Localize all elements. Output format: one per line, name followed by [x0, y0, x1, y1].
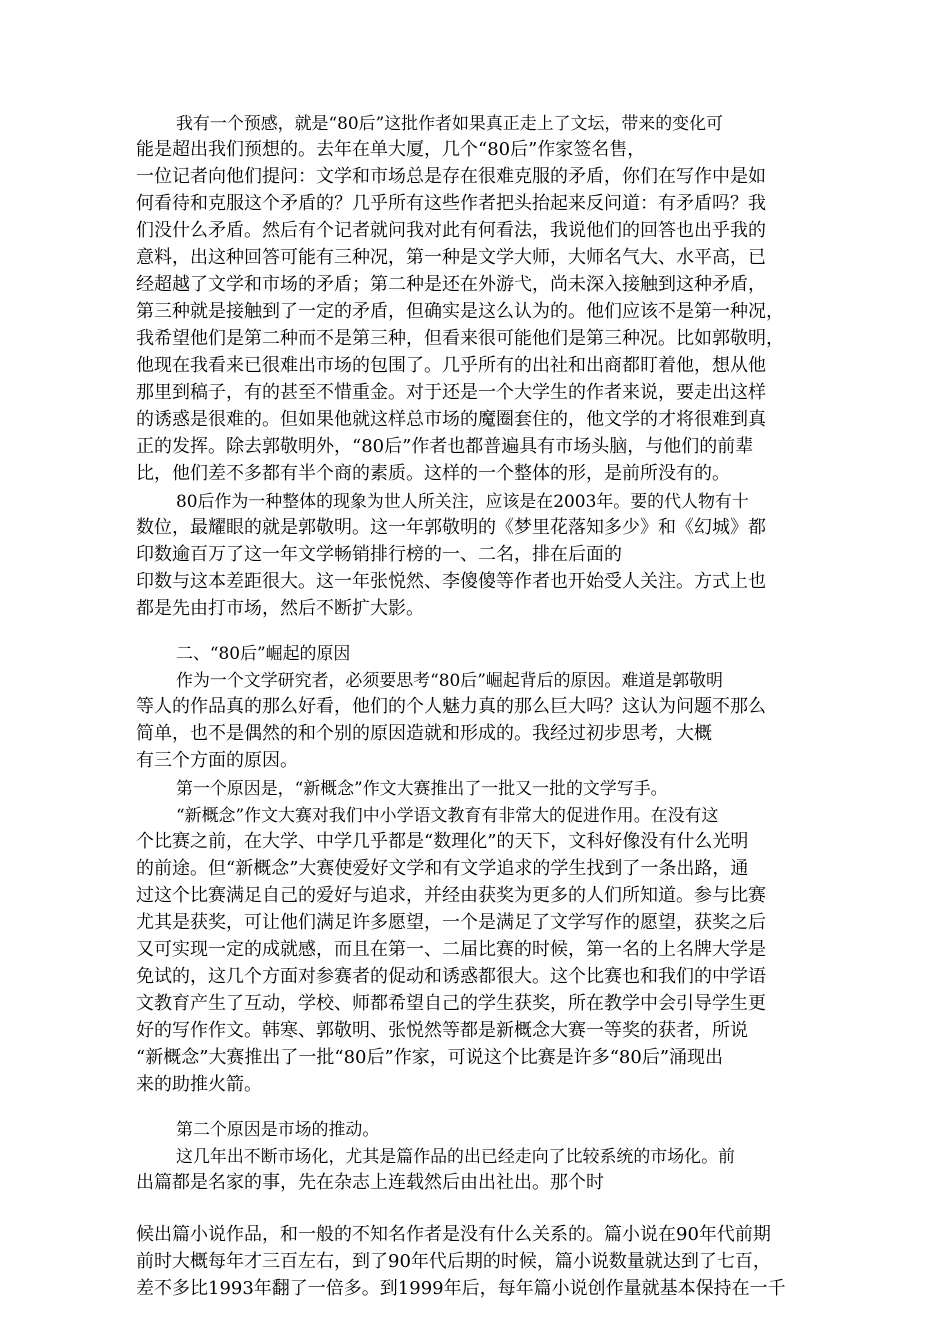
- paragraph-line: 都是先由打市场，然后不断扩大影。: [136, 598, 424, 619]
- paragraph-line: 印数逾百万了这一年文学畅销排行榜的一、二名，排在后面的: [136, 544, 622, 565]
- paragraph-line: 正的发挥。除去郭敬明外，“80后”作者也都普遍具有市场头脑，与他们的前辈: [136, 436, 754, 457]
- paragraph-line: “新概念”大赛推出了一批“80后”作家，可说这个比赛是许多“80后”涌现出: [136, 1047, 724, 1068]
- paragraph-line: 免试的，这几个方面对参赛者的促动和诱惑都很大。这个比赛也和我们的中学语: [136, 966, 766, 987]
- paragraph-line: 他现在我看来已很难出市场的包围了。几乎所有的出社和出商都盯着他，想从他: [136, 355, 766, 376]
- paragraph-line: 印数与这本差距很大。这一年张悦然、李傻傻等作者也开始受人关注。方式上也: [136, 571, 766, 592]
- paragraph-line: 差不多比1993年翻了一倍多。到1999年后，每年篇小说创作量就基本保持在一千: [136, 1278, 786, 1299]
- paragraph-line: 第三种就是接触到了一定的矛盾，但确实是这么认为的。他们应该不是第一种况，: [136, 301, 784, 322]
- section-heading: 二、“80后”崛起的原因: [176, 643, 351, 663]
- paragraph-line: 前时大概每年才三百左右，到了90年代后期的时候，篇小说数量就达到了七百，: [136, 1251, 771, 1272]
- paragraph-line: 文教育产生了互动，学校、师都希望自己的学生获奖，所在教学中会引导学生更: [136, 993, 766, 1014]
- paragraph-line: 个比赛之前，在大学、中学几乎都是“数理化”的天下，文科好像没有什么光明: [136, 831, 749, 852]
- paragraph-line: 过这个比赛满足自己的爱好与追求，并经由获奖为更多的人们所知道。参与比赛: [136, 885, 766, 906]
- paragraph-line: 作为一个文学研究者，必须要思考“80后”崛起背后的原因。难道是郭敬明: [176, 670, 723, 690]
- paragraph-line: 我希望他们是第二种而不是第三种，但看来很可能他们是第三种况。比如郭敬明，: [136, 328, 784, 349]
- paragraph-line: 第一个原因是，“新概念”作文大赛推出了一批又一批的文学写手。: [176, 778, 668, 798]
- paragraph-line: 简单，也不是偶然的和个别的原因造就和形成的。我经过初步思考，大概: [136, 723, 712, 744]
- paragraph-line: 这几年出不断市场化，尤其是篇作品的出已经走向了比较系统的市场化。前: [176, 1146, 735, 1166]
- paragraph-line: 来的助推火箭。: [136, 1074, 262, 1095]
- paragraph-line: 数位，最耀眼的就是郭敬明。这一年郭敬明的《梦里花落知多少》和《幻城》都: [136, 517, 766, 538]
- paragraph-line: 们没什么矛盾。然后有个记者就问我对此有何看法，我说他们的回答也出乎我的: [136, 220, 766, 241]
- paragraph-line: 候出篇小说作品，和一般的不知名作者是没有什么关系的。篇小说在90年代前期: [136, 1224, 771, 1245]
- paragraph-line: 又可实现一定的成就感，而且在第一、二届比赛的时候，第一名的上名牌大学是: [136, 939, 766, 960]
- paragraph-line: 意料，出这种回答可能有三种况，第一种是文学大师，大师名气大、水平高，已: [136, 247, 766, 268]
- paragraph-line: 能是超出我们预想的。去年在单大厦，几个“80后”作家签名售，: [136, 139, 646, 160]
- paragraph-line: 我有一个预感，就是“80后”这批作者如果真正走上了文坛，带来的变化可: [176, 113, 723, 133]
- paragraph-line: 出篇都是名家的事，先在杂志上连载然后由出社出。那个时: [136, 1172, 604, 1193]
- paragraph-line: 尤其是获奖，可让他们满足许多愿望，一个是满足了文学写作的愿望，获奖之后: [136, 912, 766, 933]
- paragraph-line: 比，他们差不多都有半个商的素质。这样的一个整体的形，是前所没有的。: [136, 463, 730, 484]
- paragraph-line: 好的写作作文。韩寒、郭敬明、张悦然等都是新概念大赛一等奖的获者，所说: [136, 1020, 748, 1041]
- paragraph-line: 的前途。但“新概念”大赛使爱好文学和有文学追求的学生找到了一条出路，通: [136, 858, 749, 879]
- paragraph-line: “新概念”作文大赛对我们中小学语文教育有非常大的促进作用。在没有这: [176, 805, 719, 825]
- paragraph-line: 经超越了文学和市场的矛盾；第二种是还在外游弋，尚未深入接触到这种矛盾，: [136, 274, 766, 295]
- paragraph-line: 等人的作品真的那么好看，他们的个人魅力真的那么巨大吗？这认为问题不那么: [136, 696, 766, 717]
- paragraph-line: 一位记者向他们提问：文学和市场总是存在很难克服的矛盾，你们在写作中是如: [136, 166, 766, 187]
- paragraph-line: 那里到稿子，有的甚至不惜重金。对于还是一个大学生的作者来说，要走出这样: [136, 382, 766, 403]
- paragraph-line: 第二个原因是市场的推动。: [176, 1119, 380, 1139]
- paragraph-line: 有三个方面的原因。: [136, 750, 298, 771]
- paragraph-line: 的诱惑是很难的。但如果他就这样总市场的魔圈套住的，他文学的才将很难到真: [136, 409, 766, 430]
- paragraph-line: 80后作为一种整体的现象为世人所关注，应该是在2003年。要的代人物有十: [176, 491, 749, 511]
- paragraph-line: 何看待和克服这个矛盾的？几乎所有这些作者把头抬起来反问道：有矛盾吗？我: [136, 193, 766, 214]
